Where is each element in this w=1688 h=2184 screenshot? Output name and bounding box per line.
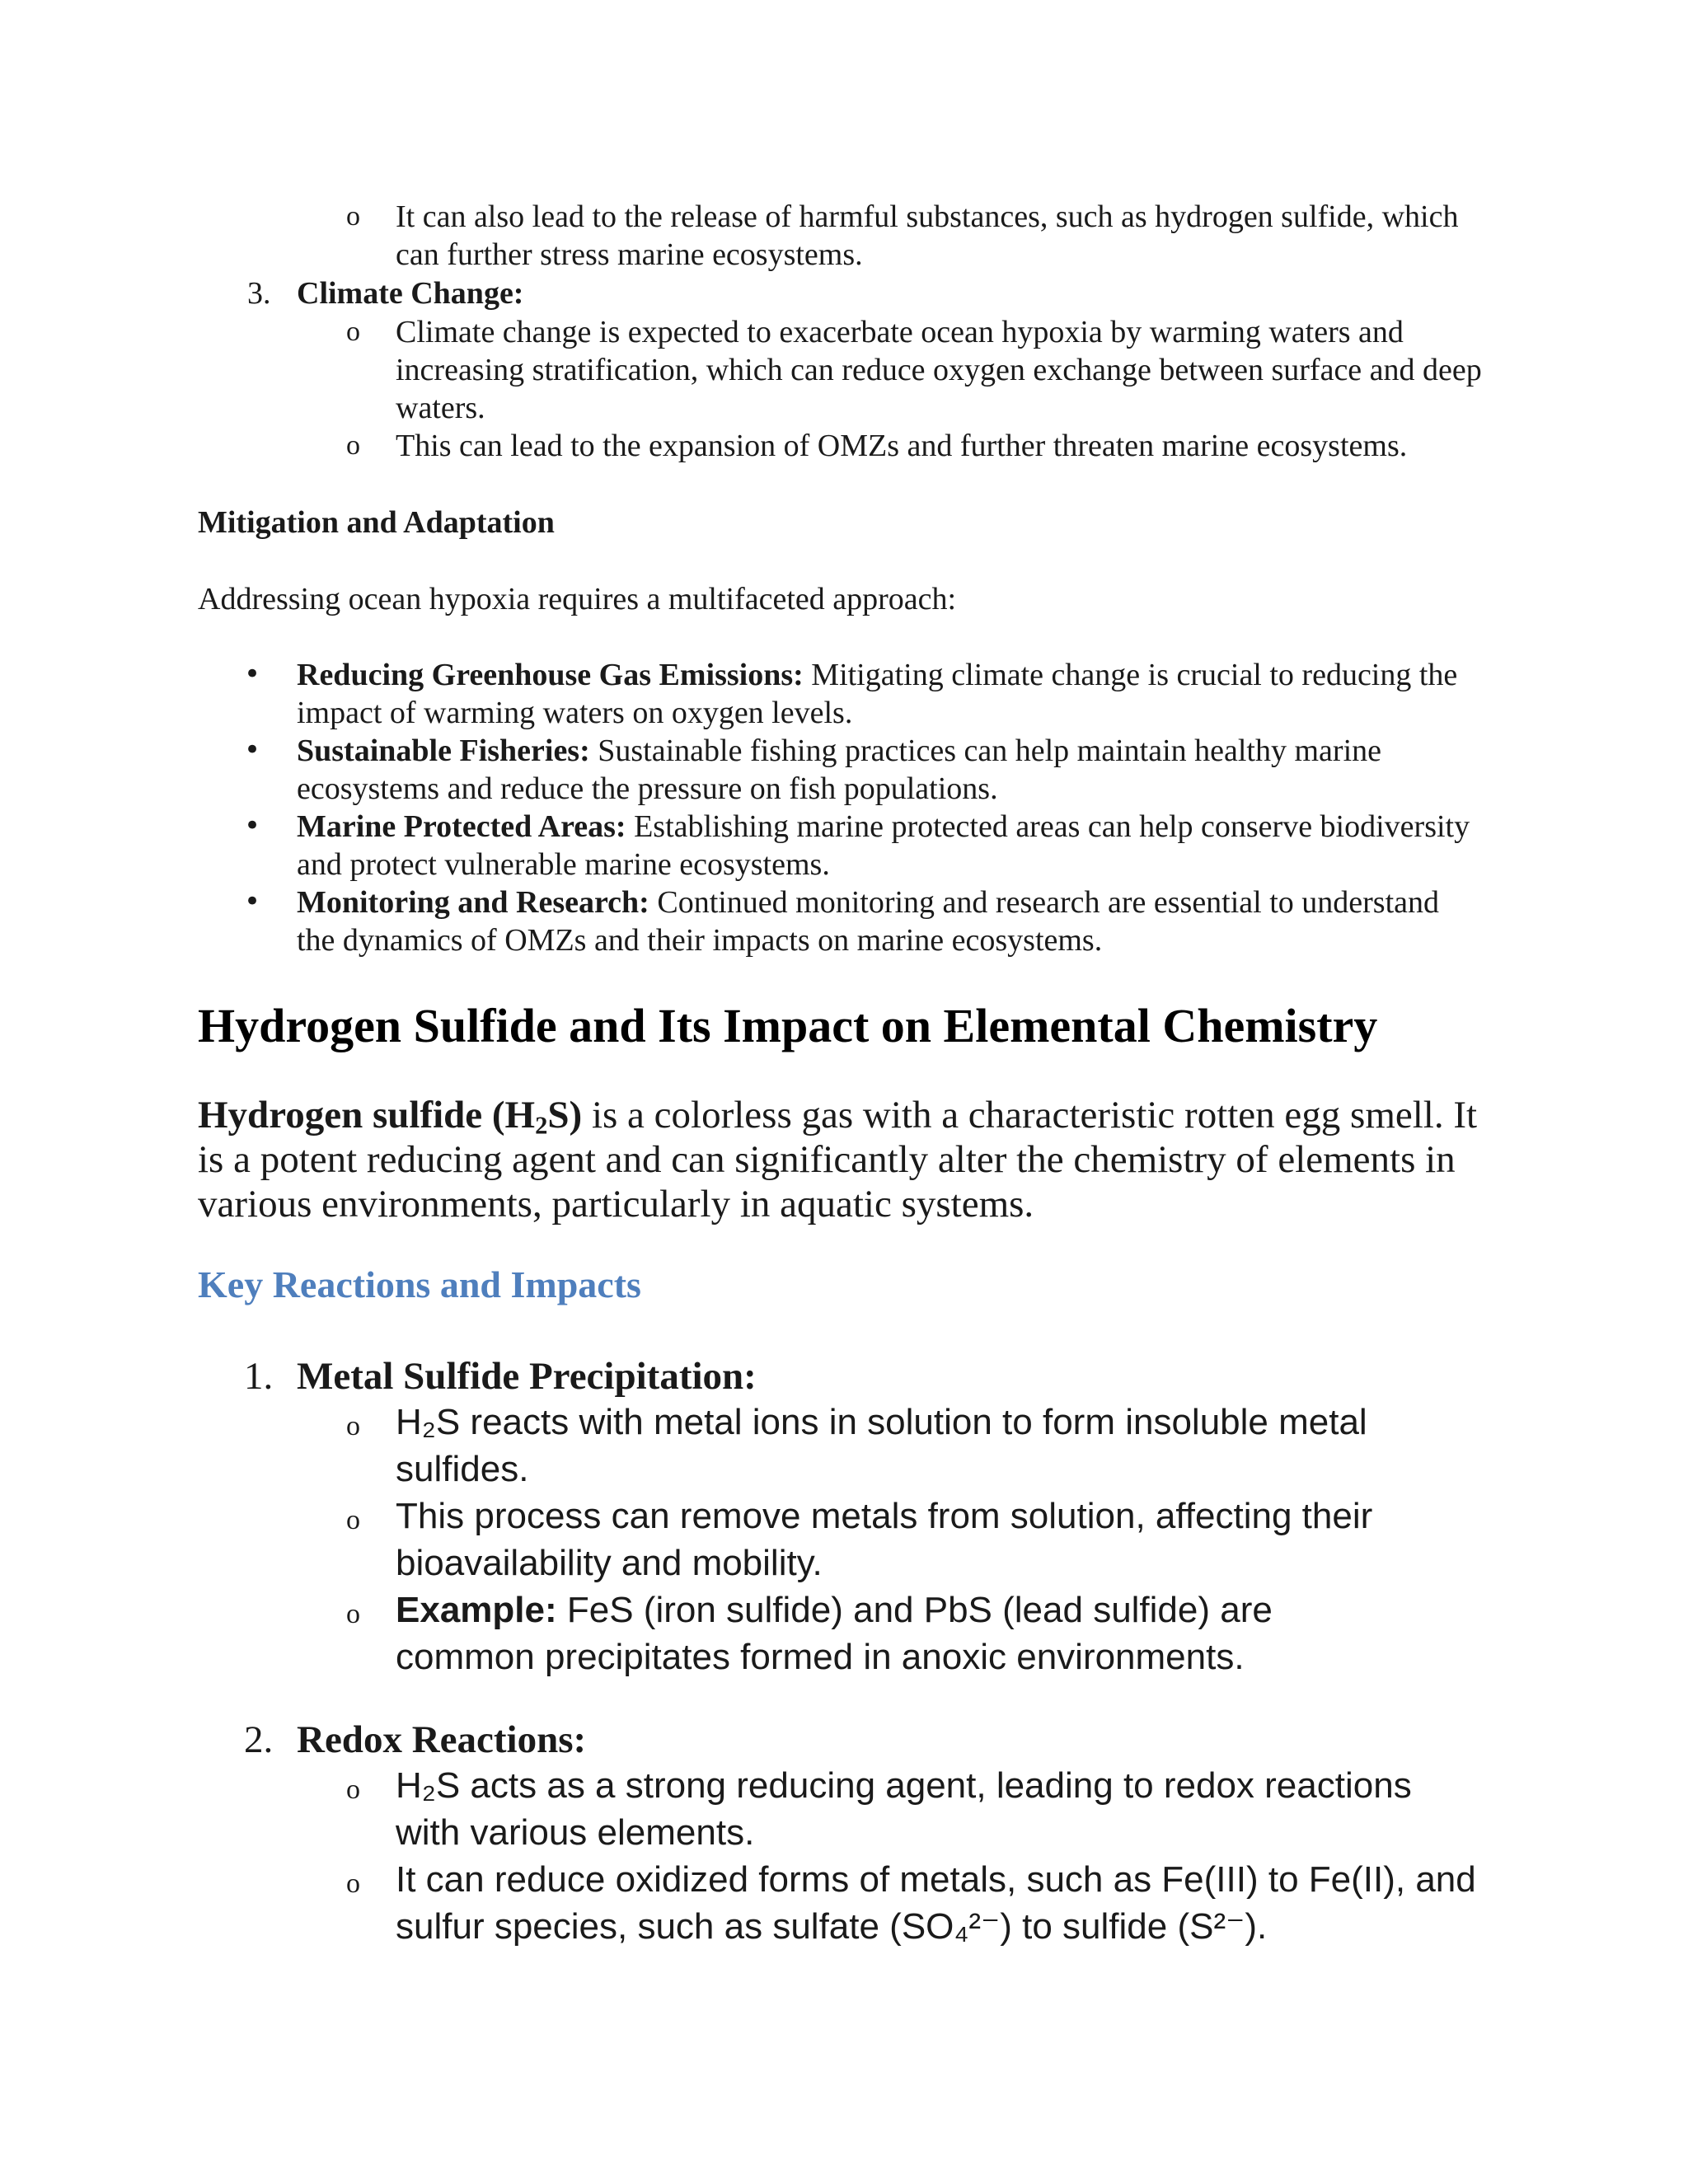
bullet-term: Monitoring and Research: — [297, 885, 649, 920]
bullet-term: Marine Protected Areas: — [297, 809, 626, 844]
subscript: 2 — [535, 1111, 548, 1140]
bullet-item — [297, 808, 1484, 883]
list-item: It can also lead to the release of harmful substances, such as hydrogen sulfide, which can further stress marine ecosystems. — [396, 199, 1459, 272]
example-label: Example: — [396, 1590, 557, 1630]
term-bold-part: S) — [547, 1094, 583, 1137]
list-number: 2. — [244, 1718, 274, 1761]
bullet-marker: • — [244, 658, 261, 691]
example-text: FeS (iron sulfide) and PbS (lead sulfide) are common precipitates formed in anoxic environments. — [396, 1590, 1273, 1677]
term-bold-part: Hydrogen sulfide (H — [198, 1094, 536, 1137]
list-item-title: Metal Sulfide Precipitation: — [297, 1355, 757, 1398]
list-item: H₂S reacts with metal ions in solution to form insoluble metal sulfides. — [396, 1402, 1367, 1489]
paragraph: Addressing ocean hypoxia requires a multifaceted approach: — [198, 582, 957, 616]
list-item — [396, 1586, 1418, 1680]
bullet-marker: • — [244, 809, 261, 842]
bullet-text: Sustainable fishing practices can help maintain healthy marine ecosystems and reduce the pressure on fish populations. — [297, 733, 1381, 806]
list-number: 3. — [247, 276, 271, 311]
list-item: H₂S acts as a strong reducing agent, leading to redox reactions with various elements. — [396, 1765, 1412, 1853]
page-title: Hydrogen Sulfide and Its Impact on Elemental Chemistry — [198, 999, 1378, 1052]
list-marker-circle: o — [346, 430, 360, 461]
list-marker-circle: o — [346, 1505, 360, 1535]
bullet-term: Reducing Greenhouse Gas Emissions: — [297, 658, 804, 692]
list-marker-circle: o — [346, 201, 360, 232]
bullet-text: Continued monitoring and research are essential to understand the dynamics of OMZs and their impacts on marine ecosystems. — [297, 885, 1440, 958]
list-item: Climate change is expected to exacerbate ocean hypoxia by warming waters and increasing stratification, which can reduce oxygen exchange between surface and deep waters. — [396, 315, 1482, 425]
bullet-marker: • — [244, 885, 261, 918]
paragraph — [198, 1093, 1484, 1226]
section-heading: Mitigation and Adaptation — [198, 505, 555, 540]
list-item: This process can remove metals from solution, affecting their bioavailability and mobility. — [396, 1496, 1373, 1583]
paragraph-text: is a colorless gas with a characteristic rotten egg smell. It is a potent reducing agent and can significantly alter the chemistry of elements in various environments, particularly in aquatic systems. — [198, 1094, 1478, 1226]
list-item: It can reduce oxidized forms of metals, such as Fe(III) to Fe(II), and sulfur species, such as sulfate (SO₄²⁻) to sulfide (S²⁻). — [396, 1859, 1476, 1947]
bullet-item — [297, 732, 1484, 808]
subheading: Key Reactions and Impacts — [198, 1263, 641, 1305]
bullet-text: Establishing marine protected areas can help conserve biodiversity and protect vulnerable marine ecosystems. — [297, 809, 1470, 882]
bullet-text: Mitigating climate change is crucial to reducing the impact of warming waters on oxygen levels. — [297, 658, 1458, 730]
term-bold — [198, 1094, 583, 1140]
list-marker-circle: o — [346, 1411, 360, 1441]
list-number: 1. — [244, 1355, 274, 1398]
list-item-title: Redox Reactions: — [297, 1718, 587, 1761]
list-marker-circle: o — [346, 1774, 360, 1805]
list-item-title: Climate Change: — [297, 276, 524, 311]
bullet-item — [297, 656, 1484, 732]
list-marker-circle: o — [346, 1599, 360, 1629]
bullet-item — [297, 883, 1484, 959]
list-item: This can lead to the expansion of OMZs and further threaten marine ecosystems. — [396, 429, 1408, 463]
list-marker-circle: o — [346, 1868, 360, 1899]
bullet-marker: • — [244, 733, 261, 766]
bullet-term: Sustainable Fisheries: — [297, 733, 590, 768]
list-marker-circle: o — [346, 316, 360, 347]
